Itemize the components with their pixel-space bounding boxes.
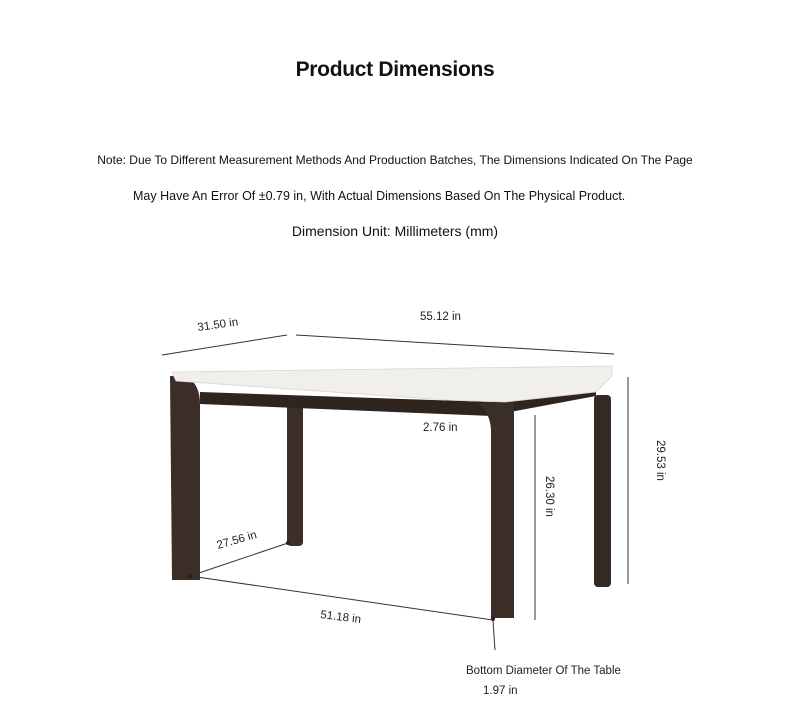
foot-dot xyxy=(491,617,495,621)
dimension-unit-label: Dimension Unit: Millimeters (mm) xyxy=(291,223,499,239)
leg-span-label: 51.18 in xyxy=(319,609,362,626)
top-thickness-label: 2.76 in xyxy=(423,422,458,434)
back-right-leg xyxy=(594,395,611,587)
note-line-2: May Have An Error Of ±0.79 in, With Actual Dimensions Based On The Physical Product. xyxy=(133,189,626,203)
depth-label: 31.50 in xyxy=(196,316,239,334)
back-left-leg xyxy=(287,400,303,546)
foot-dot xyxy=(286,541,290,545)
leg-depth-label: 27.56 in xyxy=(215,529,259,552)
depth-line xyxy=(162,335,287,355)
leg-depth-line xyxy=(190,543,288,576)
front-right-leg xyxy=(478,400,514,618)
front-left-leg xyxy=(170,376,200,580)
length-label: 55.12 in xyxy=(420,311,461,323)
total-height-label: 29.53 in xyxy=(654,440,666,481)
foot-leader-line xyxy=(493,621,495,650)
foot-dot xyxy=(188,574,192,578)
page-title: Product Dimensions xyxy=(295,58,495,81)
length-line xyxy=(296,335,614,354)
foot-caption: Bottom Diameter Of The Table xyxy=(466,665,621,677)
foot-diameter-label: 1.97 in xyxy=(483,685,518,697)
leg-height-label: 26.30 in xyxy=(543,476,555,517)
note-line-1: Note: Due To Different Measurement Methods And Production Batches, The Dimensions Indicated On The Page xyxy=(97,153,693,167)
